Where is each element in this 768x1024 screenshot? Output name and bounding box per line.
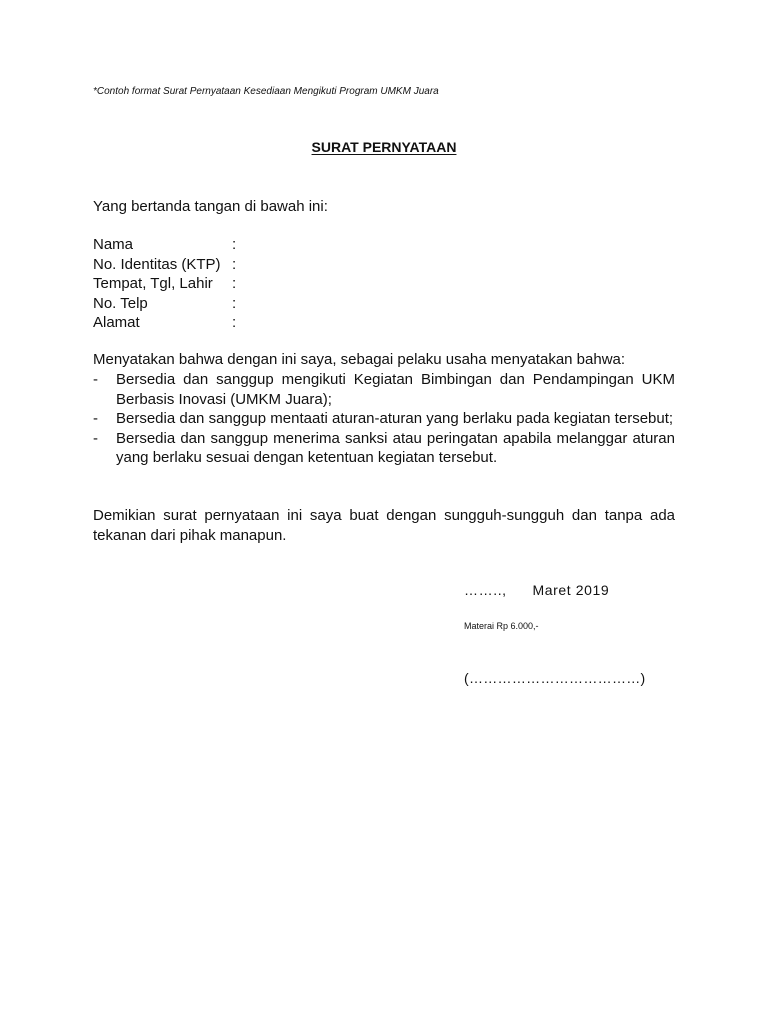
field-row-phone [93, 294, 293, 314]
field-row-nama [93, 235, 293, 255]
bullet-item [93, 409, 675, 429]
bullet-dash: - [93, 410, 98, 427]
format-note: *Contoh format Surat Pernyataan Kesediaan Mengikuti Program UMKM Juara [93, 86, 439, 97]
date-line [464, 582, 609, 598]
field-colon: : [232, 236, 237, 253]
field-colon: : [232, 255, 237, 273]
bullet-dash: - [93, 429, 98, 447]
field-row-address [93, 313, 293, 333]
bullet-item [93, 370, 675, 409]
field-row-birth [93, 274, 293, 294]
bullet-item [93, 429, 675, 468]
date-place: …….., [464, 582, 507, 598]
date-month-year: Maret 2019 [532, 582, 610, 598]
field-label: No. Telp [93, 294, 148, 312]
bullet-list [93, 370, 675, 468]
field-label: Nama [93, 236, 134, 253]
closing-text: Demikian surat pernyataan ini saya buat dengan sungguh-sungguh dan tanpa ada tekanan dari pihak manapun. [93, 507, 675, 544]
field-label: Alamat [93, 314, 140, 331]
field-label: No. Identitas (KTP) [93, 255, 221, 273]
intro-text: Yang bertanda tangan di bawah ini: [93, 198, 328, 215]
bullet-dash: - [93, 371, 98, 388]
statement-text: Menyatakan bahwa dengan ini saya, sebagai pelaku usaha menyatakan bahwa: [93, 351, 626, 368]
identity-fields [93, 235, 293, 333]
bullet-text: Bersedia dan sanggup menerima sanksi atau peringatan apabila melanggar aturan yang berlaku sesuai dengan ketentuan kegiatan tersebut. [116, 429, 675, 466]
stamp-note: Materai Rp 6.000,- [464, 621, 539, 631]
field-label: Tempat, Tgl, Lahir [93, 275, 213, 292]
field-row-ktp [93, 255, 293, 275]
signature-line: (………………………………) [464, 670, 646, 686]
field-colon: : [232, 314, 237, 331]
bullet-text: Bersedia dan sanggup mengikuti Kegiatan Bimbingan dan Pendampingan UKM Berbasis Inovasi (UMKM Juara); [116, 371, 675, 408]
field-colon: : [232, 294, 237, 312]
document-title: SURAT PERNYATAAN [311, 139, 457, 155]
bullet-text: Bersedia dan sanggup mentaati aturan-aturan yang berlaku pada kegiatan tersebut; [116, 410, 674, 427]
field-colon: : [232, 275, 237, 292]
